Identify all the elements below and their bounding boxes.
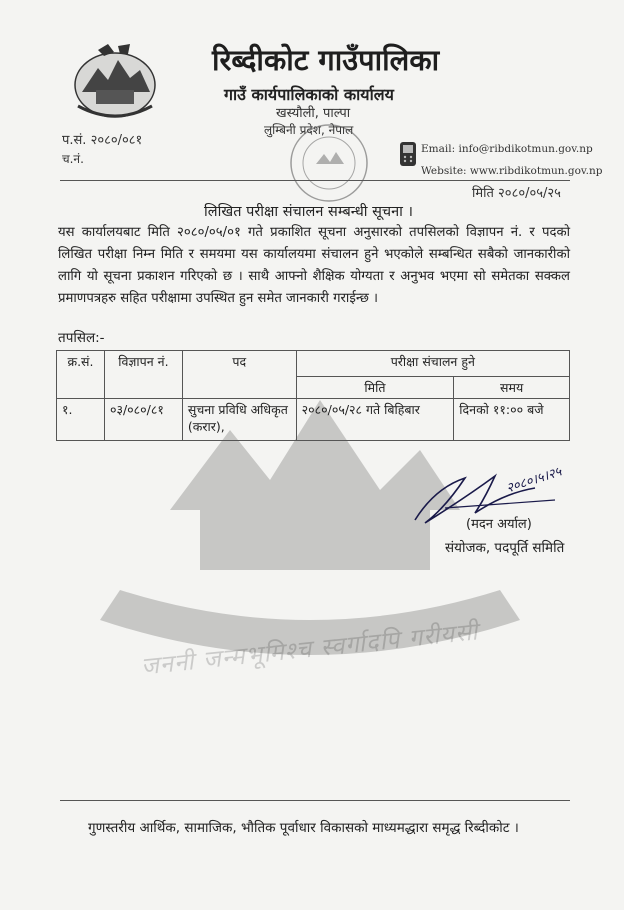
letter-number: प.सं. २०८०/०८१ [62, 133, 143, 148]
watermark-motto: जननी जन्मभूमिश्च स्वर्गादपि गरीयसी [139, 617, 480, 681]
signer-role: संयोजक, पदपूर्ति समिति [445, 540, 565, 556]
header-advert-no: विज्ञापन नं. [104, 351, 182, 399]
footer-divider [60, 800, 570, 801]
footer-slogan: गुणस्तरीय आर्थिक, सामाजिक, भौतिक पूर्वाधार विकासको माध्यमद्धारा समृद्ध रिब्दीकोट । [88, 820, 519, 836]
header-exam-group: परीक्षा संचालन हुने [296, 351, 569, 377]
phone-icon [398, 140, 418, 168]
signer-name: (मदन अर्याल) [466, 517, 532, 532]
notice-date: मिति २०८०/०५/२५ [472, 186, 561, 201]
office-subtitle: गाउँ कार्यपालिकाको कार्यालय [224, 85, 394, 104]
notice-body: यस कार्यालयबाट मिति २०८०/०५/०१ गते प्रकाशित सूचना अनुसारको तपसिलको विज्ञापन नं. र पदको लिखित परीक्षा निम्न मिति र समयमा यस कार्यालयमा संचालन हुने भएकोले सम्बन्धित सबैको जानकारीको लागि यो सूचना प्रकाशन गरिएको छ । साथै आफ्नो शैक्षिक योग्यता र अनुभव भएमा सो समेतका सक्कल प्रमाणपत्रहरु सहित परीक्षामा उपस्थित हुन समेत जानकारी गराईन्छ । [58, 225, 570, 306]
signature-date: २०८०।५।२५ [504, 464, 564, 497]
cell-advert-no: ०३/०८०/८१ [104, 399, 182, 441]
cell-post: सुचना प्रविधि अधिकृत (करार), [182, 399, 296, 441]
government-emblem-icon [68, 40, 162, 122]
exam-schedule-table [56, 350, 570, 441]
website-address: Website: www.ribdikotmun.gov.np [421, 165, 603, 177]
office-stamp-icon [286, 120, 372, 206]
header-post: पद [182, 351, 296, 399]
header-time: समय [454, 377, 570, 399]
email-address: Email: info@ribdikotmun.gov.np [421, 143, 593, 155]
cell-date: २०८०/०५/२८ गते बिहिबार [296, 399, 454, 441]
table-row [57, 399, 570, 441]
cell-serial: १. [57, 399, 105, 441]
details-label: तपसिल:- [58, 330, 105, 346]
cell-time: दिनको ११:०० बजे [454, 399, 570, 441]
dispatch-number: च.नं. [62, 152, 84, 166]
address-line-2: लुम्बिनी प्रदेश, नेपाल [264, 123, 354, 137]
header-divider [60, 180, 570, 181]
notice-subject: लिखित परीक्षा संचालन सम्बन्धी सूचना । [204, 204, 414, 220]
header-date: मिति [296, 377, 454, 399]
municipality-title: रिब्दीकोट गाउँपालिका [212, 43, 440, 77]
header-serial: क्र.सं. [57, 351, 105, 399]
address-line-1: खस्यौली, पाल्पा [276, 106, 351, 121]
